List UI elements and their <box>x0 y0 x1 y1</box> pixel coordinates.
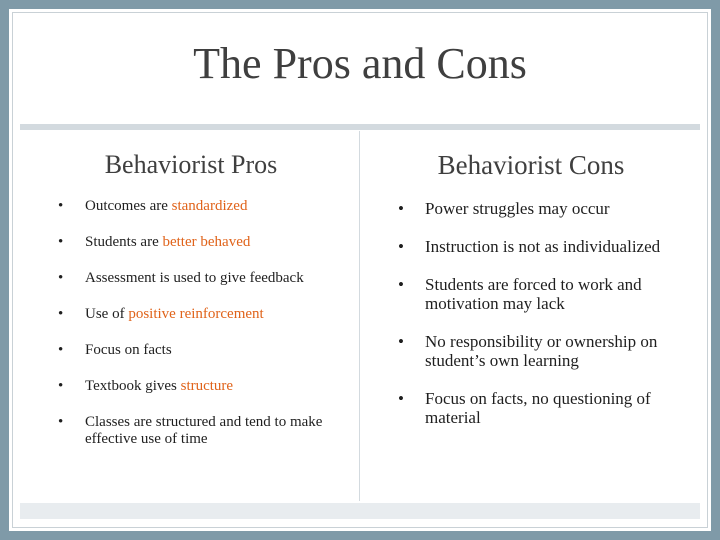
footer-band <box>20 503 700 519</box>
list-item <box>56 378 326 395</box>
bullet-icon: • <box>398 332 404 351</box>
item-highlight: positive reinforcement <box>128 306 264 322</box>
item-text: Instruction is not as individualized <box>425 237 661 256</box>
title-divider <box>20 124 700 130</box>
list-item <box>396 199 676 218</box>
list-item <box>396 275 676 313</box>
item-text: Assessment is used to give feedback <box>85 270 304 286</box>
item-text: Power struggles may occur <box>425 199 610 218</box>
item-text: Focus on facts <box>85 342 172 358</box>
item-text: No responsibility or ownership on student’s own learning <box>425 332 658 370</box>
pros-heading: Behaviorist Pros <box>104 150 278 179</box>
list-item <box>396 237 676 256</box>
cons-column <box>396 150 676 446</box>
list-item <box>56 198 326 215</box>
list-item <box>396 389 676 427</box>
item-text: Classes are structured and tend to make effective use of time <box>85 414 323 447</box>
bullet-icon: • <box>58 270 64 286</box>
bullet-icon: • <box>58 234 64 250</box>
list-item <box>56 342 326 359</box>
cons-list <box>396 199 676 427</box>
bullet-icon: • <box>58 378 64 394</box>
item-text: Focus on facts, no questioning of material <box>425 389 651 427</box>
item-highlight: better behaved <box>162 234 251 250</box>
list-item <box>396 332 676 370</box>
item-text: Students are forced to work and motivation may lack <box>425 275 642 313</box>
item-text: Use of <box>85 306 129 322</box>
list-item <box>56 270 326 287</box>
item-highlight: structure <box>180 378 234 394</box>
bullet-icon: • <box>398 237 404 256</box>
bullet-icon: • <box>398 389 404 408</box>
list-item <box>56 234 326 251</box>
slide-title: The Pros and Cons <box>193 39 527 88</box>
item-highlight: standardized <box>171 198 248 214</box>
pros-list <box>56 198 326 448</box>
bullet-icon: • <box>58 342 64 358</box>
bullet-icon: • <box>58 306 64 322</box>
item-text: Students are <box>85 234 163 250</box>
list-item <box>56 306 326 323</box>
item-text: Outcomes are <box>85 198 172 214</box>
pros-column <box>56 150 326 467</box>
bullet-icon: • <box>58 414 64 430</box>
list-item <box>56 414 326 448</box>
bullet-icon: • <box>58 198 64 214</box>
bullet-icon: • <box>398 275 404 294</box>
bullet-icon: • <box>398 199 404 218</box>
cons-heading: Behaviorist Cons <box>437 150 625 180</box>
item-text: Textbook gives <box>85 378 181 394</box>
column-divider <box>359 131 360 501</box>
